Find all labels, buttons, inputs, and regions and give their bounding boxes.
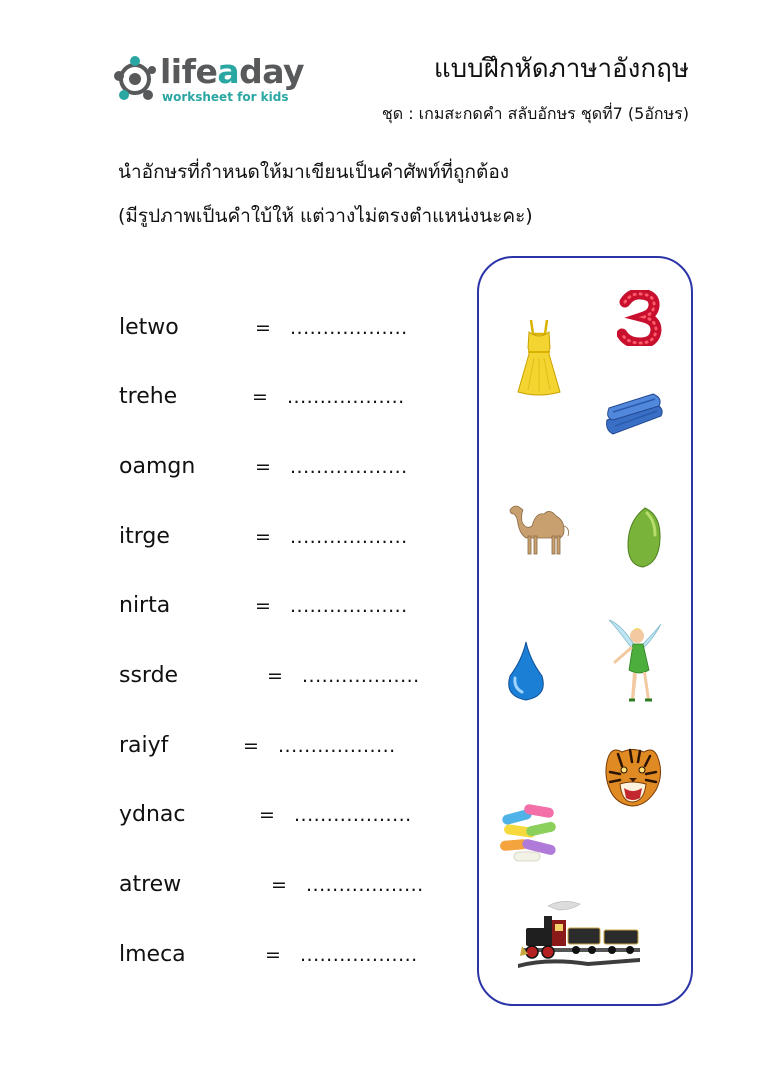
answer-blank[interactable]: ..................: [290, 317, 408, 339]
instruction-line-1: นำอักษรที่กำหนดให้มาเขียนเป็นคำศัพท์ที่ถูกต้อง: [118, 161, 510, 183]
towel-icon: [603, 390, 667, 442]
molecule-logo-icon: [110, 54, 160, 104]
equals-sign: =: [265, 944, 281, 966]
scrambled-word: raiyf: [119, 733, 169, 758]
water-drop-icon: [506, 640, 546, 702]
exercise-row: [0, 661, 470, 691]
answer-blank[interactable]: ..................: [287, 386, 405, 408]
dress-icon: [514, 318, 564, 396]
scrambled-word: oamgn: [119, 454, 196, 479]
logo-wordmark: lifeaday: [160, 52, 305, 91]
answer-blank[interactable]: ..................: [300, 944, 418, 966]
scrambled-word: trehe: [119, 384, 178, 409]
camel-icon: [506, 500, 574, 556]
tiger-icon: [602, 744, 664, 808]
candy-icon: [496, 802, 564, 864]
equals-sign: =: [255, 526, 271, 548]
scrambled-word: itrge: [119, 524, 170, 549]
answer-blank[interactable]: ..................: [306, 874, 424, 896]
mango-icon: [625, 505, 663, 569]
exercise-row: [0, 452, 470, 482]
answer-blank[interactable]: ..................: [302, 665, 420, 687]
answer-blank[interactable]: ..................: [290, 456, 408, 478]
equals-sign: =: [255, 317, 271, 339]
answer-blank[interactable]: ..................: [294, 804, 412, 826]
page-subtitle: ชุด : เกมสะกดคำ สลับอักษร ชุดที่7 (5อักษร): [381, 104, 689, 123]
exercise-row: [0, 940, 470, 970]
exercise-row: [0, 731, 470, 761]
fairy-icon: [603, 614, 665, 712]
page-title: แบบฝึกหัดภาษาอังกฤษ: [433, 54, 689, 84]
scrambled-word: ydnac: [119, 802, 186, 827]
answer-blank[interactable]: ..................: [290, 595, 408, 617]
equals-sign: =: [255, 456, 271, 478]
equals-sign: =: [252, 386, 268, 408]
answer-blank[interactable]: ..................: [290, 526, 408, 548]
exercise-row: [0, 522, 470, 552]
answer-blank[interactable]: ..................: [278, 735, 396, 757]
exercise-row: [0, 382, 470, 412]
exercise-row: [0, 800, 470, 830]
number-three-icon: [617, 290, 663, 346]
lifeaday-logo: [110, 52, 305, 108]
equals-sign: =: [255, 595, 271, 617]
equals-sign: =: [271, 874, 287, 896]
scrambled-word: lmeca: [119, 942, 186, 967]
instruction-line-2: (มีรูปภาพเป็นคำใบ้ให้ แต่วางไม่ตรงตำแหน่งนะคะ): [118, 205, 533, 227]
scrambled-word: letwo: [119, 315, 179, 340]
equals-sign: =: [267, 665, 283, 687]
equals-sign: =: [259, 804, 275, 826]
logo-tagline: worksheet for kids: [162, 90, 289, 104]
scrambled-word: atrew: [119, 872, 182, 897]
exercise-row: [0, 313, 470, 343]
train-icon: [518, 898, 640, 978]
equals-sign: =: [243, 735, 259, 757]
exercise-row: [0, 870, 470, 900]
exercise-row: [0, 591, 470, 621]
scrambled-word: nirta: [119, 593, 171, 618]
scrambled-word: ssrde: [119, 663, 179, 688]
